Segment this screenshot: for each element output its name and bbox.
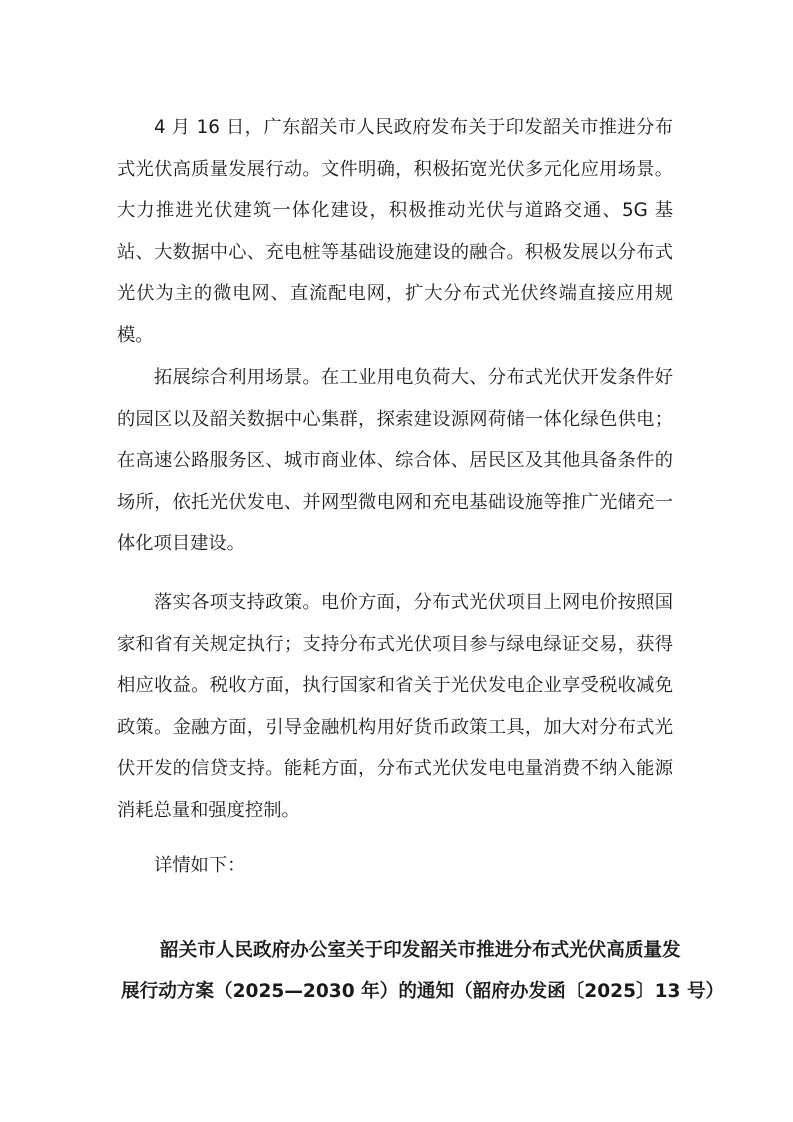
notice-title [117, 930, 725, 1012]
notice-title-line-1: 韶关市人民政府办公室关于印发韶关市推进分布式光伏高质量发 [160, 940, 681, 961]
notice-title-line-2: 展行动方案（2025—2030 年）的通知（韶府办发函〔2025〕13 号） [121, 981, 725, 1002]
paragraph-announcement: 4 月 16 日，广东韶关市人民政府发布关于印发韶关市推进分布式光伏高质量发展行动。文件明确，积极拓宽光伏多元化应用场景。大力推进光伏建筑一体化建设，积极推动光伏与道路交通、5G 基站、大数据中心、充电桩等基础设施建设的融合。积极发展以分布式光伏为主的微电网、直流配电网，扩大分布式光伏终端直接应用规模。 [117, 117, 673, 346]
paragraph-utilization-scenarios: 拓展综合利用场景。在工业用电负荷大、分布式光伏开发条件好的园区以及韶关数据中心集群，探索建设源网荷储一体化绿色供电；在高速公路服务区、城市商业体、综合体、居民区及其他具备条件的场所，依托光伏发电、并网型微电网和充电基础设施等推广光储充一体化项目建设。 [117, 367, 673, 554]
paragraph-support-policies: 落实各项支持政策。电价方面，分布式光伏项目上网电价按照国家和省有关规定执行；支持分布式光伏项目参与绿电绿证交易，获得相应收益。税收方面，执行国家和省关于光伏发电企业享受税收减免政策。金融方面，引导金融机构用好货币政策工具，加大对分布式光伏开发的信贷支持。能耗方面，分布式光伏发电电量消费不纳入能源消耗总量和强度控制。 [117, 592, 673, 821]
paragraph-details-intro: 详情如下： [154, 855, 246, 876]
